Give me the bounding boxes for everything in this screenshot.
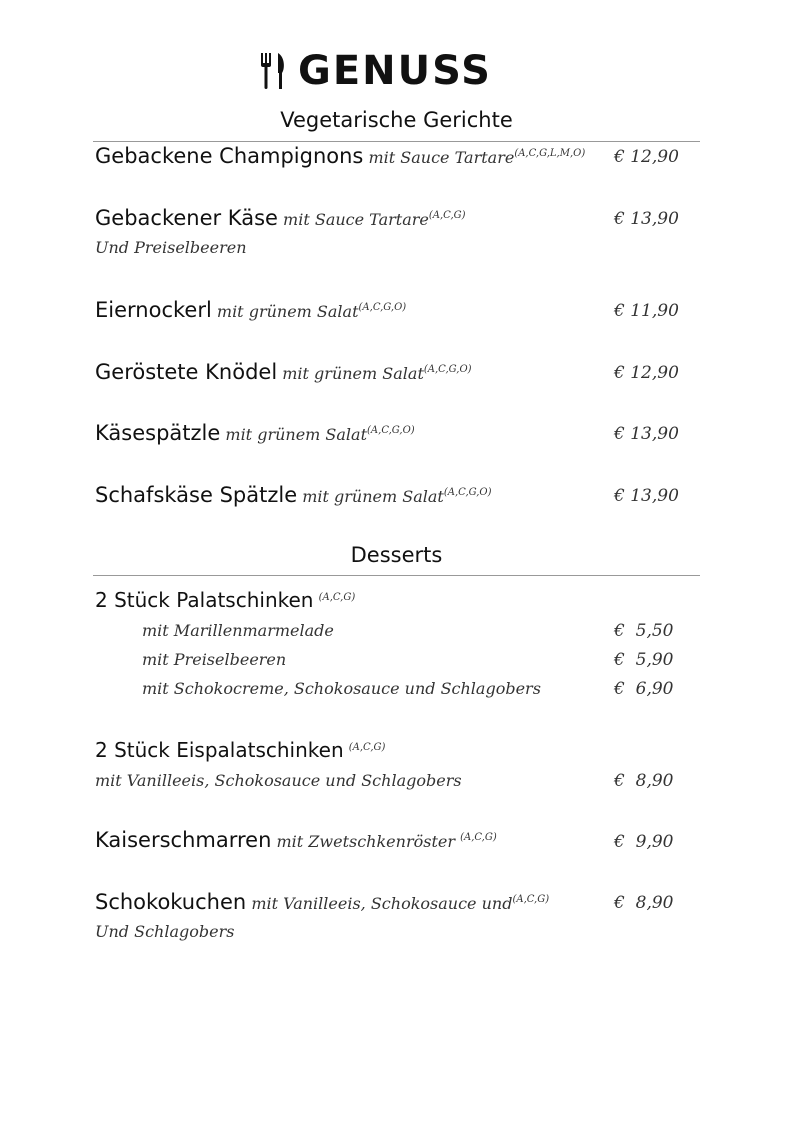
menu-item [95,890,549,914]
item-allergens: (A,C,G) [512,894,550,905]
item-description: mit grünem Salat [216,302,359,321]
item-allergens: (A,C,G) [460,832,497,843]
item-allergens: (A,C,G,O) [358,302,407,313]
section-divider [93,575,700,576]
logo [258,46,492,96]
option-description: mit Preiselbeeren [142,650,287,669]
menu-item [95,421,415,445]
section-title-vegetarian: Vegetarische Gerichte [280,108,513,132]
item-allergens: (A,C,G,O) [367,425,415,436]
item-price: € 12,90 [614,147,679,167]
menu-item [95,588,355,612]
item-name: Geröstete Knödel [95,360,278,384]
item-name: 2 Stück Eispalatschinken [95,738,344,762]
item-description: mit grünem Salat [302,487,444,506]
menu-item [95,738,385,762]
menu-item [95,828,497,852]
option-price: € 6,90 [614,679,674,699]
item-price: € 9,90 [614,832,674,852]
logo-text: GENUSS [298,48,492,94]
item-price: € 11,90 [614,301,679,321]
option-description: mit Schokocreme, Schokosauce und Schlagobers [142,679,541,698]
fork-knife-icon [258,51,290,91]
item-price: € 13,90 [614,209,679,229]
item-description-continued: Und Schlagobers [95,922,235,941]
item-allergens: (A,C,G,O) [423,364,472,375]
item-allergens: (A,C,G,O) [443,487,492,498]
item-description: mit grünem Salat [225,425,368,444]
item-name: Kaiserschmarren [95,828,272,852]
item-description: mit Vanilleeis, Schokosauce und Schlagobers [95,771,462,790]
item-description-continued: Und Preiselbeeren [95,238,247,257]
menu-item [95,206,466,230]
item-allergens: (A,C,G) [318,592,356,603]
item-name: Schafskäse Spätzle [95,483,298,507]
menu-item [95,360,472,384]
item-description: mit Vanilleeis, Schokosauce und [251,894,513,913]
item-name: Eiernockerl [95,298,212,322]
item-allergens: (A,C,G) [428,210,466,221]
item-name: Käsespätzle [95,421,221,445]
section-title-desserts: Desserts [350,543,443,567]
item-name: Gebackener Käse [95,206,278,230]
item-price: € 13,90 [614,486,679,506]
section-divider [93,141,700,142]
item-allergens: (A,C,G,L,M,O) [514,148,586,159]
item-description: mit Sauce Tartare [368,148,515,167]
menu-item [95,298,406,322]
item-description: mit Zwetschkenröster [276,832,455,851]
item-price: € 12,90 [614,363,679,383]
item-name: Schokokuchen [95,890,247,914]
option-price: € 5,90 [614,650,674,670]
item-name: Gebackene Champignons [95,144,364,168]
option-description: mit Marillenmarmelade [142,621,334,640]
item-price: € 8,90 [614,771,674,791]
item-allergens: (A,C,G) [348,742,386,753]
menu-item [95,144,585,168]
menu-item [95,483,492,507]
item-price: € 13,90 [614,424,679,444]
option-price: € 5,50 [614,621,674,641]
item-description: mit grünem Salat [282,364,424,383]
item-description: mit Sauce Tartare [283,210,429,229]
item-price: € 8,90 [614,893,674,913]
item-name: 2 Stück Palatschinken [95,588,314,612]
